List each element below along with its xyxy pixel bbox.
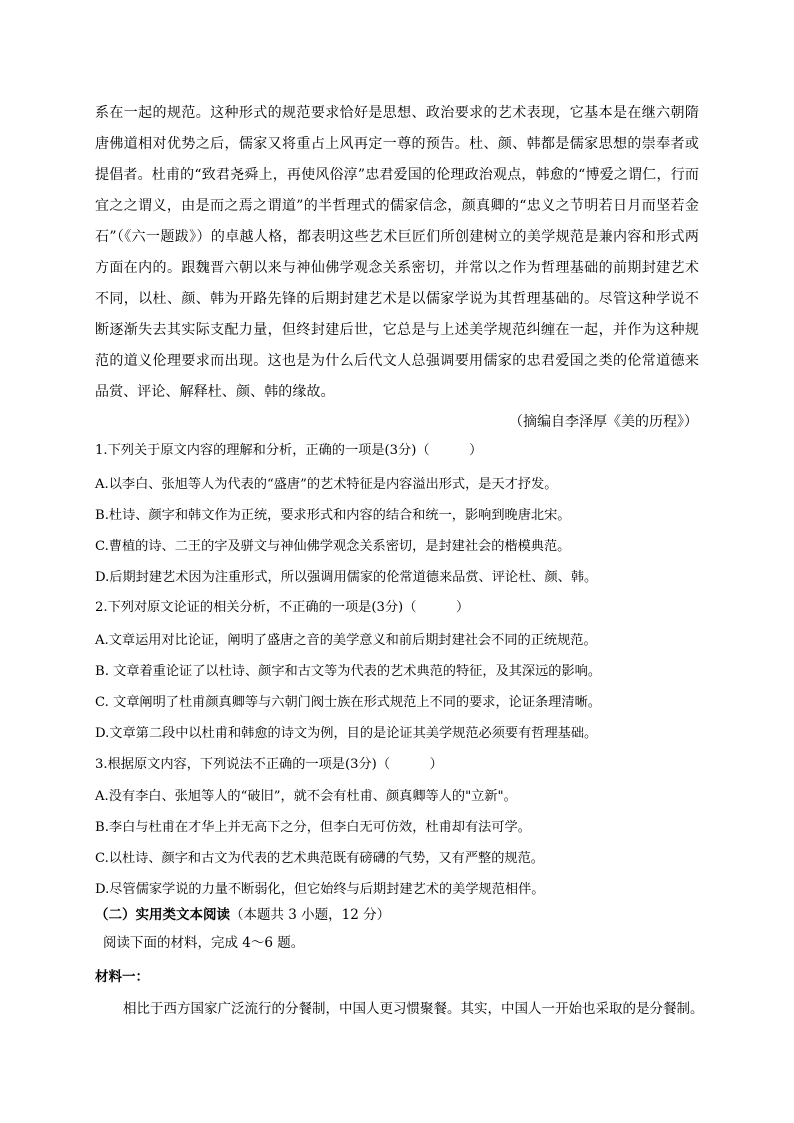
question-3-option-d: D.尽管儒家学说的力量不断弱化，但它始终与后期封建艺术的美学规范相伴。	[95, 882, 545, 897]
question-3-option-a: A.没有李白、张旭等人的“破旧”，就不会有杜甫、颜真卿等人的"立新"。	[95, 789, 517, 804]
question-3-stem: 3.根据原文内容，下列说法不正确的一项是(3分)（ ）	[95, 757, 443, 772]
passage-paragraph	[95, 98, 699, 408]
section-meta: （本题共 3 小题，12 分）	[230, 907, 391, 923]
question-1-option-b: B.杜诗、颜字和韩文作为正统，要求形式和内容的结合和统一，影响到晚唐北宋。	[95, 508, 571, 523]
passage-text: 系在一起的规范。这种形式的规范要求恰好是思想、政治要求的艺术表现，它基本是在继六朝隋唐佛道相对优势之后，儒家又将重占上风再定一尊的预告。杜、颜、韩都是儒家思想的崇奉者或提倡者。杜甫的“致君尧舜上，再使风俗淳”忠君爱国的伦理政治观点，韩愈的“博爱之谓仁，行而宜之之谓义，由是而之焉之谓道”的半哲理式的儒家信念，颜真卿的“忠义之节明若日月而坚若金石”（《六一题跋》）的卓越人格，都表明这些艺术巨匠们所创建树立的美学规范是兼内容和形式两方面在内的。跟魏晋六朝以来与神仙佛学观念关系密切，并常以之作为哲理基础的前期封建艺术不同，以杜、颜、韩为开路先锋的后期封建艺术是以儒家学说为其哲理基础的。尽管这种学说不断逐渐失去其实际支配力量，但终封建后世，它总是与上述美学规范纠缠在一起，并作为这种规范的道义伦理要求而出现。这也是为什么后代文人总强调要用儒家的忠君爱国之类的伦常道德来品赏、评论、解释杜、颜、韩的缘故。	[95, 105, 699, 400]
passage-source: （摘编自李泽厚《美的历程》）	[509, 414, 698, 430]
question-1-option-d: D.后期封建艺术因为注重形式，所以强调用儒家的伦常道德来品赏、评论杜、颜、韩。	[95, 570, 598, 585]
section-title: （二）实用类文本阅读	[95, 907, 230, 923]
question-2-option-b: B. 文章着重论证了以杜诗、颜字和古文等为代表的艺术典范的特征，及其深远的影响。	[95, 664, 602, 679]
section-heading	[95, 904, 390, 926]
material-text: 相比于西方国家广泛流行的分餐制，中国人更习惯聚餐。其实，中国人一开始也采取的是分餐制。	[123, 1001, 704, 1017]
section-instruction: 阅读下面的材料，完成 4～6 题。	[103, 935, 305, 951]
question-1-option-a: A.以李白、张旭等人为代表的“盛唐”的艺术特征是内容溢出形式，是天才抒发。	[95, 477, 558, 492]
question-3-option-c: C.以杜诗、颜字和古文为代表的艺术典范既有磅礴的气势，又有严整的规范。	[95, 851, 544, 866]
question-2-stem: 2.下列对原文论证的相关分析，不正确的一项是(3分)（ ）	[95, 600, 470, 615]
question-1-stem: 1.下列关于原文内容的理解和分析，正确的一项是(3分)（ ）	[95, 443, 483, 458]
question-3-option-b: B.李白与杜甫在才华上并无高下之分，但李白无可仿效，杜甫却有法可学。	[95, 820, 531, 835]
question-2-option-c: C. 文章阐明了杜甫颜真卿等与六朝门阀士族在形式规范上不同的要求，论证条理清晰。	[95, 695, 601, 710]
material-label: 材料一：	[95, 969, 149, 985]
question-2-option-a: A.文章运用对比论证，阐明了盛唐之音的美学意义和前后期封建社会不同的正统规范。	[95, 633, 597, 648]
question-1-option-c: C.曹植的诗、二王的字及骈文与神仙佛学观念关系密切，是封建社会的楷模典范。	[95, 539, 571, 554]
question-2-option-d: D.文章第二段中以杜甫和韩愈的诗文为例，目的是论证其美学规范必须要有哲理基础。	[95, 726, 598, 741]
